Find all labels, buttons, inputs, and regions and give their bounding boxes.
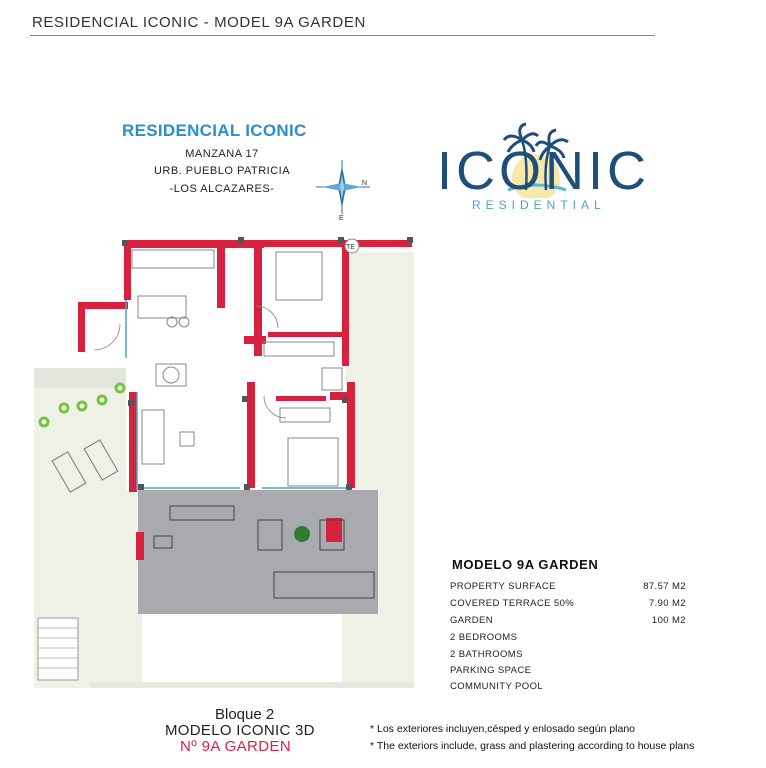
bloque-label: Bloque 2 xyxy=(215,706,275,723)
spec-label: 2 BEDROOMS xyxy=(450,632,518,643)
spec-label: GARDEN xyxy=(450,615,494,626)
spec-value: 7.90 M2 xyxy=(648,598,686,609)
covered-terrace xyxy=(138,490,378,614)
model-label: MODELO ICONIC 3D xyxy=(165,722,315,739)
plant-icon xyxy=(294,526,310,542)
spec-row xyxy=(450,665,686,676)
spec-value: 100 M2 xyxy=(651,615,686,626)
floor-plan xyxy=(30,232,420,692)
logo-wordmark xyxy=(437,140,650,202)
compass-n-label: N xyxy=(362,180,368,187)
spec-value: 87.57 M2 xyxy=(643,581,686,592)
spec-row xyxy=(450,649,686,660)
note-spanish: * Los exteriores incluyen,césped y enlosado según plano xyxy=(370,723,636,735)
logo-subtitle: RESIDENTIAL xyxy=(472,198,606,212)
note-english: * The exteriors include, grass and plastering according to house plans xyxy=(370,740,695,752)
spec-row xyxy=(450,581,686,592)
page-title: RESIDENCIAL ICONIC - MODEL 9A GARDEN xyxy=(32,14,366,31)
compass-rose-icon xyxy=(312,158,374,220)
logo-word-text: ICONIC xyxy=(437,141,650,201)
spec-label: 2 BATHROOMS xyxy=(450,649,523,660)
address-line-2: URB. PUEBLO PATRICIA xyxy=(153,165,291,177)
spec-row xyxy=(450,598,686,609)
address-line-1: MANZANA 17 xyxy=(185,148,259,160)
spec-label: COMMUNITY POOL xyxy=(450,681,544,692)
specs-title: MODELO 9A GARDEN xyxy=(452,557,599,572)
spec-row xyxy=(450,632,686,643)
garden-number-label: Nº 9A GARDEN xyxy=(180,738,292,755)
te-tag: TE xyxy=(346,244,355,251)
address-line-3: -LOS ALCAZARES- xyxy=(169,183,275,195)
compass-e-label: E xyxy=(339,215,344,220)
spec-label: PROPERTY SURFACE xyxy=(450,581,556,592)
spec-label: PARKING SPACE xyxy=(450,665,532,676)
spec-row xyxy=(450,615,686,626)
stairs xyxy=(38,618,78,680)
residence-title: RESIDENCIAL ICONIC xyxy=(122,121,307,140)
header-divider xyxy=(30,35,655,36)
spec-label: COVERED TERRACE 50% xyxy=(450,598,575,609)
spec-row xyxy=(450,681,686,692)
